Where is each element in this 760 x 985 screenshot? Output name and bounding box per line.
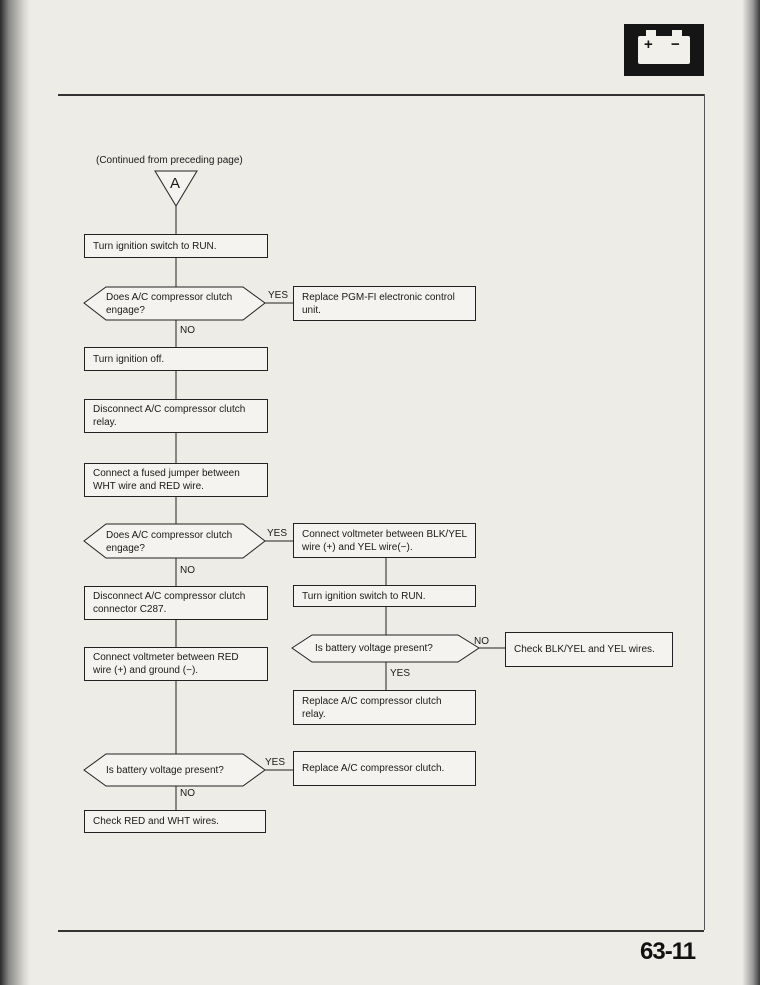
- step-connect-voltmeter-blk-yel: Connect voltmeter between BLK/YEL wire (+) and YEL wire(−).: [293, 523, 476, 558]
- no-label-2: NO: [180, 565, 195, 576]
- question-battery-voltage-2: Is battery voltage present?: [106, 765, 224, 776]
- yes-label-2: YES: [267, 528, 288, 539]
- question-clutch-engage-2: Does A/C compressor clutch engage?: [106, 530, 233, 554]
- continued-note: (Continued from preceding page): [96, 155, 243, 166]
- connector-label: A: [170, 175, 181, 192]
- step-connect-voltmeter-red-ground: Connect voltmeter between RED wire (+) and ground (−).: [84, 647, 268, 681]
- step-disconnect-connector-c287: Disconnect A/C compressor clutch connector C287.: [84, 586, 268, 620]
- step-replace-pgm-fi-ecu: Replace PGM-FI electronic control unit.: [293, 286, 476, 321]
- step-check-red-wht-wires: Check RED and WHT wires.: [84, 810, 266, 833]
- step-replace-compressor-clutch: Replace A/C compressor clutch.: [293, 751, 476, 786]
- step-check-blk-yel-wires: Check BLK/YEL and YEL wires.: [505, 632, 673, 667]
- step-turn-ignition-run-2: Turn ignition switch to RUN.: [293, 585, 476, 607]
- page-number: 63-11: [640, 938, 696, 965]
- step-connect-fused-jumper: Connect a fused jumper between WHT wire and RED wire.: [84, 463, 268, 497]
- step-disconnect-clutch-relay: Disconnect A/C compressor clutch relay.: [84, 399, 268, 433]
- yes-label-4: YES: [265, 757, 286, 768]
- step-turn-ignition-off: Turn ignition off.: [84, 347, 268, 371]
- no-label-3: NO: [474, 636, 489, 647]
- question-battery-voltage-1: Is battery voltage present?: [315, 643, 433, 654]
- step-replace-clutch-relay: Replace A/C compressor clutch relay.: [293, 690, 476, 725]
- step-turn-ignition-run: Turn ignition switch to RUN.: [84, 234, 268, 258]
- yes-label-1: YES: [268, 290, 289, 301]
- battery-plus-sign: +: [644, 36, 653, 53]
- no-label-4: NO: [180, 788, 195, 799]
- question-clutch-engage-1: Does A/C compressor clutch engage?: [106, 292, 233, 316]
- no-label-1: NO: [180, 325, 195, 336]
- yes-label-3: YES: [390, 668, 411, 679]
- battery-minus-sign: −: [671, 36, 680, 53]
